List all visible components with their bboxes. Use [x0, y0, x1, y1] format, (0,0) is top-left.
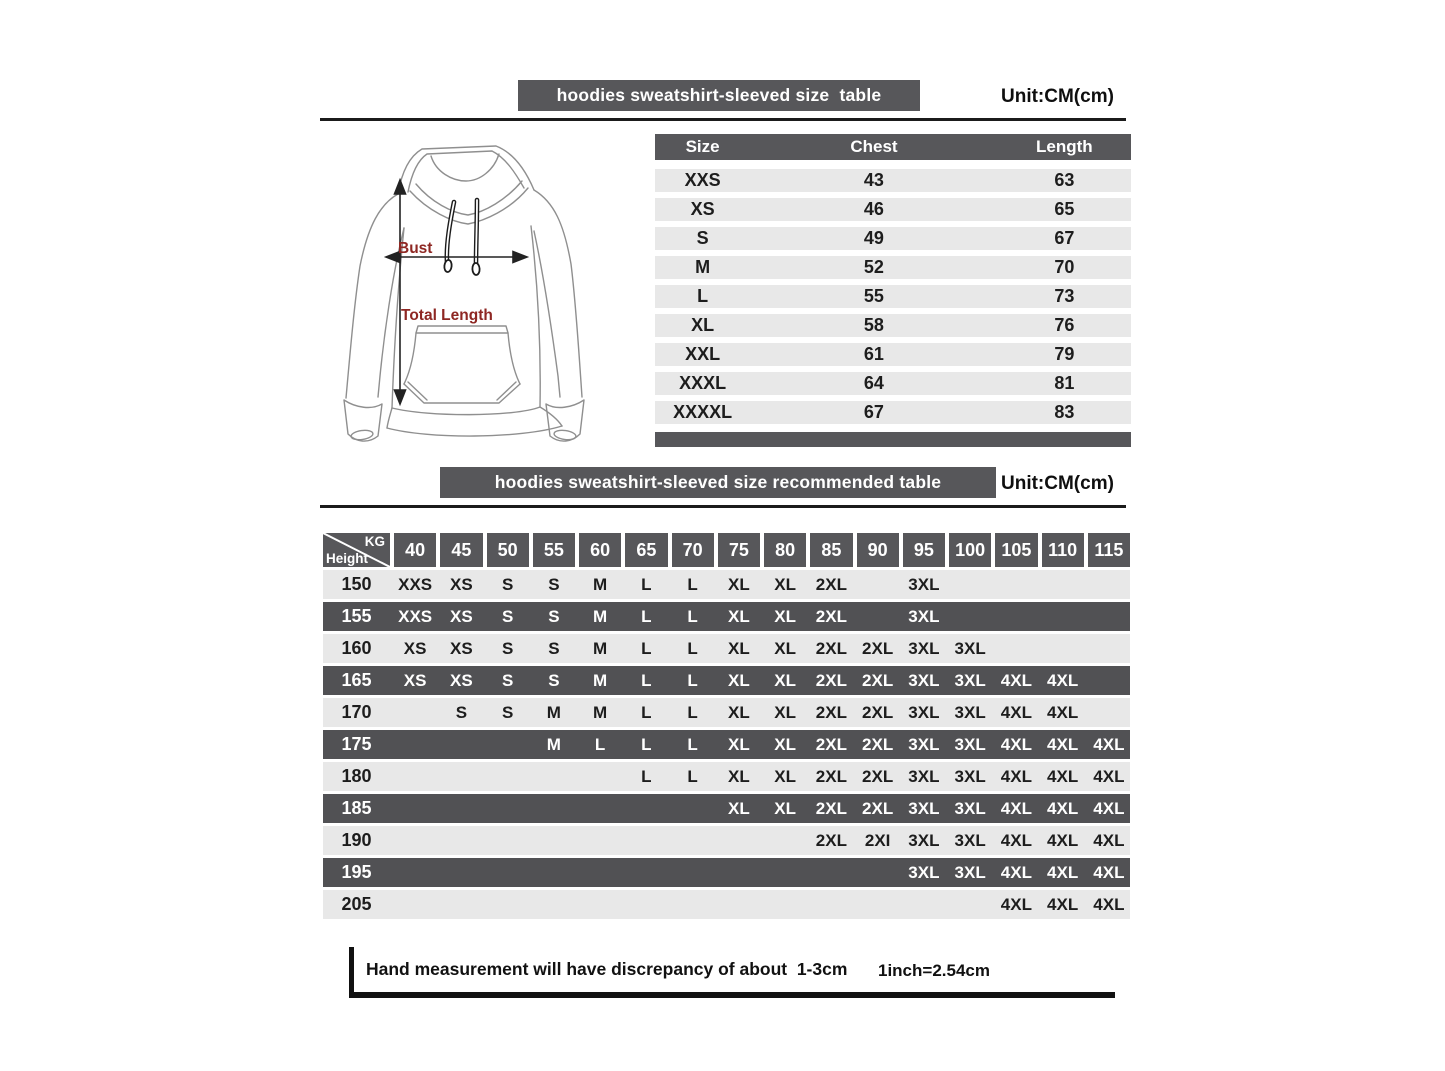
pocket-top-band — [416, 326, 508, 333]
weight-column-header: 55 — [533, 533, 575, 567]
recommended-size-cell: 4XL — [1047, 766, 1079, 786]
matrix-row-205 — [323, 890, 1130, 919]
size-table-cell-size: L — [697, 286, 709, 306]
weight-column-header: 105 — [995, 533, 1037, 567]
weight-column-header: 65 — [625, 533, 667, 567]
recommended-size-cell: 2XL — [815, 734, 847, 754]
recommended-size-cell: M — [593, 606, 608, 626]
size-table-row — [655, 285, 1131, 308]
size-table-row — [655, 372, 1131, 395]
recommended-size-cell: XL — [774, 702, 796, 722]
recommended-size-cell: 4XL — [1000, 702, 1032, 722]
size-table-cell-chest: 58 — [863, 315, 884, 335]
recommended-size-cell: XL — [774, 798, 796, 818]
recommended-size-cell: 4XL — [1000, 734, 1032, 754]
size-table-cell-length: 79 — [1054, 344, 1075, 364]
recommended-size-cell: XL — [728, 670, 750, 690]
height-row-label: 180 — [341, 766, 372, 786]
recommended-size-matrix — [323, 533, 1130, 919]
size-table-row — [655, 256, 1131, 279]
recommended-size-cell: XXS — [398, 574, 433, 594]
recommended-size-cell: L — [687, 766, 698, 786]
size-table-cell-chest: 61 — [863, 344, 884, 364]
weight-column-header: 70 — [672, 533, 714, 567]
weight-column-header: 45 — [440, 533, 482, 567]
size-table-row — [655, 343, 1131, 366]
recommended-size-cell: 4XL — [1000, 830, 1032, 850]
size-table-cell-chest: 64 — [863, 373, 884, 393]
recommended-size-cell: 4XL — [1047, 830, 1079, 850]
recommended-size-cell: 2XL — [815, 766, 847, 786]
pocket-left-side — [404, 333, 416, 384]
footer-vertical-bar — [349, 947, 354, 994]
hem-left-edge — [387, 408, 392, 428]
weight-column-header: 100 — [949, 533, 991, 567]
recommended-size-cell: L — [641, 766, 652, 786]
matrix-row-150 — [323, 570, 1130, 599]
size-table-cell-chest: 46 — [863, 199, 884, 219]
weight-column-header: 75 — [718, 533, 760, 567]
recommended-size-cell: S — [501, 638, 514, 658]
recommended-size-cell: 3XL — [908, 734, 940, 754]
length-column-header: Length — [1036, 137, 1093, 156]
recommended-size-cell: L — [641, 734, 652, 754]
recommended-size-cell: M — [593, 638, 608, 658]
recommended-size-cell: XL — [728, 574, 750, 594]
recommended-size-cell: XL — [728, 766, 750, 786]
recommended-size-cell: 4XL — [1093, 862, 1125, 882]
size-table-cell-length: 65 — [1054, 199, 1075, 219]
size-table-header — [655, 134, 1131, 160]
recommended-size-cell: XL — [728, 638, 750, 658]
size-table-cell-length: 81 — [1054, 373, 1075, 393]
height-row-label: 155 — [341, 606, 372, 626]
inch-conversion-note: 1inch=2.54cm — [878, 961, 990, 980]
recommended-size-cell: L — [594, 734, 606, 754]
divider-line-bottom — [320, 505, 1126, 508]
recommended-size-cell: 3XL — [954, 766, 986, 786]
weight-column-header: 90 — [857, 533, 899, 567]
recommended-size-cell: 4XL — [1093, 798, 1125, 818]
matrix-row-165 — [323, 666, 1130, 695]
weight-column-header: 40 — [394, 533, 436, 567]
recommended-size-cell: 3XL — [908, 574, 940, 594]
recommended-size-cell: 4XL — [1047, 734, 1079, 754]
height-row-label: 150 — [341, 574, 372, 594]
recommended-size-cell: 2XL — [815, 702, 847, 722]
measurement-arrows — [386, 180, 527, 404]
recommended-size-cell: XS — [403, 670, 427, 690]
recommended-size-cell: 4XL — [1000, 894, 1032, 914]
height-row-label: 185 — [341, 798, 372, 818]
kg-corner-label: KG — [364, 534, 385, 549]
recommended-size-cell: 3XL — [908, 862, 940, 882]
recommended-size-cell: S — [501, 702, 514, 722]
total-length-label: Total Length — [401, 307, 493, 324]
recommended-size-cell: 3XL — [954, 862, 986, 882]
hem-right-edge — [540, 407, 562, 426]
divider-line-top — [320, 118, 1126, 121]
recommended-size-cell: L — [687, 606, 698, 626]
recommended-size-cell: S — [548, 606, 560, 626]
recommended-size-cell: XL — [728, 734, 750, 754]
left-cuff-opening — [350, 429, 373, 441]
height-row-label: 160 — [341, 638, 372, 658]
recommended-size-cell: S — [501, 606, 514, 626]
recommended-size-cell: 4XL — [1000, 862, 1032, 882]
size-table-cell-size: XXL — [685, 344, 721, 364]
size-table-cell-chest: 43 — [863, 170, 884, 190]
recommended-size-cell: 4XL — [1093, 894, 1125, 914]
recommended-size-cell: 2XL — [815, 830, 847, 850]
recommended-size-cell: L — [687, 734, 698, 754]
size-table-row — [655, 227, 1131, 250]
pocket-right-side — [508, 333, 520, 384]
size-table-cell-length: 76 — [1054, 315, 1075, 335]
hood-interior-line — [431, 154, 499, 181]
recommended-size-cell: 2XL — [862, 702, 894, 722]
height-row-label: 190 — [341, 830, 372, 850]
recommended-size-cell: 4XL — [1047, 798, 1079, 818]
size-table-body — [655, 169, 1131, 424]
recommended-size-cell: XL — [728, 702, 750, 722]
recommended-size-cell: XL — [774, 638, 796, 658]
matrix-row-160 — [323, 634, 1130, 663]
footer-horizontal-line — [349, 992, 1115, 998]
recommended-size-cell: 3XL — [954, 670, 986, 690]
size-table-cell-size: S — [696, 228, 709, 248]
size-table-row — [655, 401, 1131, 424]
matrix-row-155 — [323, 602, 1130, 631]
recommended-size-cell: L — [687, 638, 698, 658]
size-table-cell-size: XXXL — [679, 373, 727, 393]
recommended-size-cell: 2XL — [815, 574, 847, 594]
recommended-size-cell: 3XL — [908, 830, 940, 850]
recommended-size-cell: 4XL — [1047, 670, 1079, 690]
recommended-size-cell: 2XL — [815, 798, 847, 818]
recommended-size-cell: 3XL — [908, 798, 940, 818]
chest-column-header: Chest — [850, 137, 898, 156]
recommended-size-cell: 4XL — [1000, 798, 1032, 818]
recommended-size-cell: 3XL — [954, 702, 986, 722]
recommended-size-cell: XL — [728, 606, 750, 626]
recommended-size-cell: 4XL — [1047, 702, 1079, 722]
recommended-size-cell: XL — [774, 734, 796, 754]
arrowhead-right-icon — [513, 252, 527, 263]
recommended-size-cell: XL — [774, 766, 796, 786]
size-table-cell-length: 70 — [1054, 257, 1075, 277]
arrowhead-up-icon — [395, 180, 406, 194]
height-corner-label: Height — [326, 551, 368, 566]
recommended-size-cell: L — [641, 638, 652, 658]
unit-label-bottom: Unit:CM(cm) — [1001, 473, 1114, 494]
bust-label: Bust — [398, 240, 433, 257]
size-table-cell-chest: 52 — [863, 257, 884, 277]
weight-column-header: 85 — [810, 533, 852, 567]
matrix-row-185 — [323, 794, 1130, 823]
weight-column-header: 110 — [1042, 533, 1084, 567]
recommended-size-cell: 2XL — [862, 766, 894, 786]
recommended-size-cell: XL — [774, 574, 796, 594]
weight-column-header: 80 — [764, 533, 806, 567]
weight-header-row — [323, 533, 1130, 567]
height-row-label: 175 — [341, 734, 372, 754]
recommended-size-cell: XL — [774, 670, 796, 690]
matrix-row-170 — [323, 698, 1130, 727]
right-sleeve-outer — [534, 190, 582, 397]
weight-column-header: 115 — [1088, 533, 1130, 567]
recommended-size-cell: L — [641, 670, 652, 690]
recommended-size-cell: 3XL — [908, 670, 940, 690]
recommended-size-cell: 2XL — [815, 670, 847, 690]
size-table-cell-size: XL — [691, 315, 715, 335]
size-table-bottom-bar — [655, 432, 1131, 447]
hem-bottom-line — [387, 426, 562, 436]
recommended-size-cell: 4XL — [1000, 766, 1032, 786]
recommended-size-cell: 2XL — [862, 638, 894, 658]
recommended-size-cell: 3XL — [908, 606, 940, 626]
recommended-size-cell: XS — [450, 574, 473, 594]
size-table-title: hoodies sweatshirt-sleeved size table — [518, 80, 920, 111]
recommended-matrix-rows — [323, 570, 1130, 919]
size-table-cell-chest: 67 — [863, 402, 884, 422]
hood-inner-rim-line — [408, 151, 524, 192]
drawstrings — [444, 200, 480, 275]
recommended-size-cell: M — [593, 574, 608, 594]
recommended-size-cell: XL — [774, 606, 796, 626]
matrix-row-175 — [323, 730, 1130, 759]
recommended-size-cell: 4XL — [1093, 830, 1125, 850]
size-table-row — [655, 169, 1131, 192]
size-table-cell-size: XS — [690, 199, 715, 219]
size-table-cell-chest: 55 — [863, 286, 884, 306]
recommended-size-cell: XS — [450, 606, 473, 626]
size-table-row — [655, 198, 1131, 221]
recommended-size-cell: L — [641, 606, 652, 626]
recommended-size-cell: 2XL — [862, 670, 894, 690]
hoodie-measurement-figure — [328, 136, 613, 456]
recommended-size-cell: L — [687, 574, 698, 594]
weight-column-header: 50 — [487, 533, 529, 567]
recommended-size-cell: XL — [728, 798, 750, 818]
size-table-cell-chest: 49 — [863, 228, 884, 248]
size-table-cell-length: 67 — [1054, 228, 1075, 248]
height-row-label: 205 — [341, 894, 372, 914]
recommended-size-cell: 3XL — [954, 734, 986, 754]
recommended-size-cell: S — [501, 670, 514, 690]
weight-column-header: 95 — [903, 533, 945, 567]
recommended-size-cell: XS — [403, 638, 427, 658]
recommended-size-cell: 3XL — [908, 766, 940, 786]
left-cuff — [344, 400, 382, 441]
recommended-size-cell: 3XL — [908, 638, 940, 658]
recommended-size-cell: S — [548, 574, 560, 594]
recommended-size-cell: 4XL — [1047, 862, 1079, 882]
pocket-bottom — [404, 384, 520, 403]
size-table-cell-length: 63 — [1054, 170, 1075, 190]
matrix-row-195 — [323, 858, 1130, 887]
recommended-size-cell: M — [593, 670, 608, 690]
recommended-size-cell: 2XL — [815, 638, 847, 658]
recommended-size-cell: 2XI — [864, 830, 891, 850]
height-row-label: 170 — [341, 702, 372, 722]
recommended-size-cell: M — [546, 702, 561, 722]
right-cuff-opening — [553, 429, 576, 441]
height-row-label: 195 — [341, 862, 372, 882]
recommended-size-cell: 2XL — [862, 798, 894, 818]
hem-top-line — [392, 407, 540, 415]
recommended-size-cell: L — [641, 574, 652, 594]
recommended-size-cell: 2XL — [815, 606, 847, 626]
size-column-header: Size — [685, 137, 720, 156]
size-table-cell-size: XXS — [684, 170, 721, 190]
weight-column-header: 60 — [579, 533, 621, 567]
recommended-size-cell: XS — [450, 638, 473, 658]
matrix-row-190 — [323, 826, 1130, 855]
recommended-size-cell: 3XL — [954, 830, 986, 850]
recommended-size-cell: L — [687, 702, 698, 722]
measurement-note: Hand measurement will have discrepancy of about 1-3cm — [366, 959, 848, 979]
kg-height-corner-cell — [323, 533, 390, 567]
size-table — [655, 134, 1131, 447]
recommended-size-cell: M — [546, 734, 561, 754]
recommended-size-cell: L — [687, 670, 698, 690]
recommended-size-cell: S — [548, 670, 560, 690]
recommended-size-cell: L — [641, 702, 652, 722]
recommended-size-cell: 4XL — [1000, 670, 1032, 690]
recommended-size-cell: XXS — [398, 606, 433, 626]
recommended-size-cell: 2XL — [862, 734, 894, 754]
arrowhead-down-icon — [395, 390, 406, 404]
recommended-size-cell: 3XL — [954, 638, 986, 658]
recommended-size-cell: S — [455, 702, 468, 722]
right-cuff — [546, 400, 584, 441]
recommended-size-cell: M — [593, 702, 608, 722]
size-table-cell-size: M — [695, 257, 711, 277]
hoodie-drawing-svg — [328, 136, 613, 456]
unit-label-top: Unit:CM(cm) — [1001, 86, 1114, 107]
size-table-row — [655, 314, 1131, 337]
recommended-size-cell: 4XL — [1093, 766, 1125, 786]
size-table-cell-size: XXXXL — [673, 402, 733, 422]
recommended-size-cell: 3XL — [954, 798, 986, 818]
size-table-cell-length: 83 — [1054, 402, 1075, 422]
recommended-table-title: hoodies sweatshirt-sleeved size recommended table — [440, 467, 996, 498]
recommended-size-cell: 4XL — [1047, 894, 1079, 914]
matrix-row-180 — [323, 762, 1130, 791]
height-row-label: 165 — [341, 670, 372, 690]
recommended-size-cell: S — [548, 638, 560, 658]
recommended-size-cell: 3XL — [908, 702, 940, 722]
recommended-size-cell: 4XL — [1093, 734, 1125, 754]
recommended-size-cell: S — [501, 574, 514, 594]
recommended-size-cell: XS — [450, 670, 473, 690]
size-table-cell-length: 73 — [1054, 286, 1075, 306]
